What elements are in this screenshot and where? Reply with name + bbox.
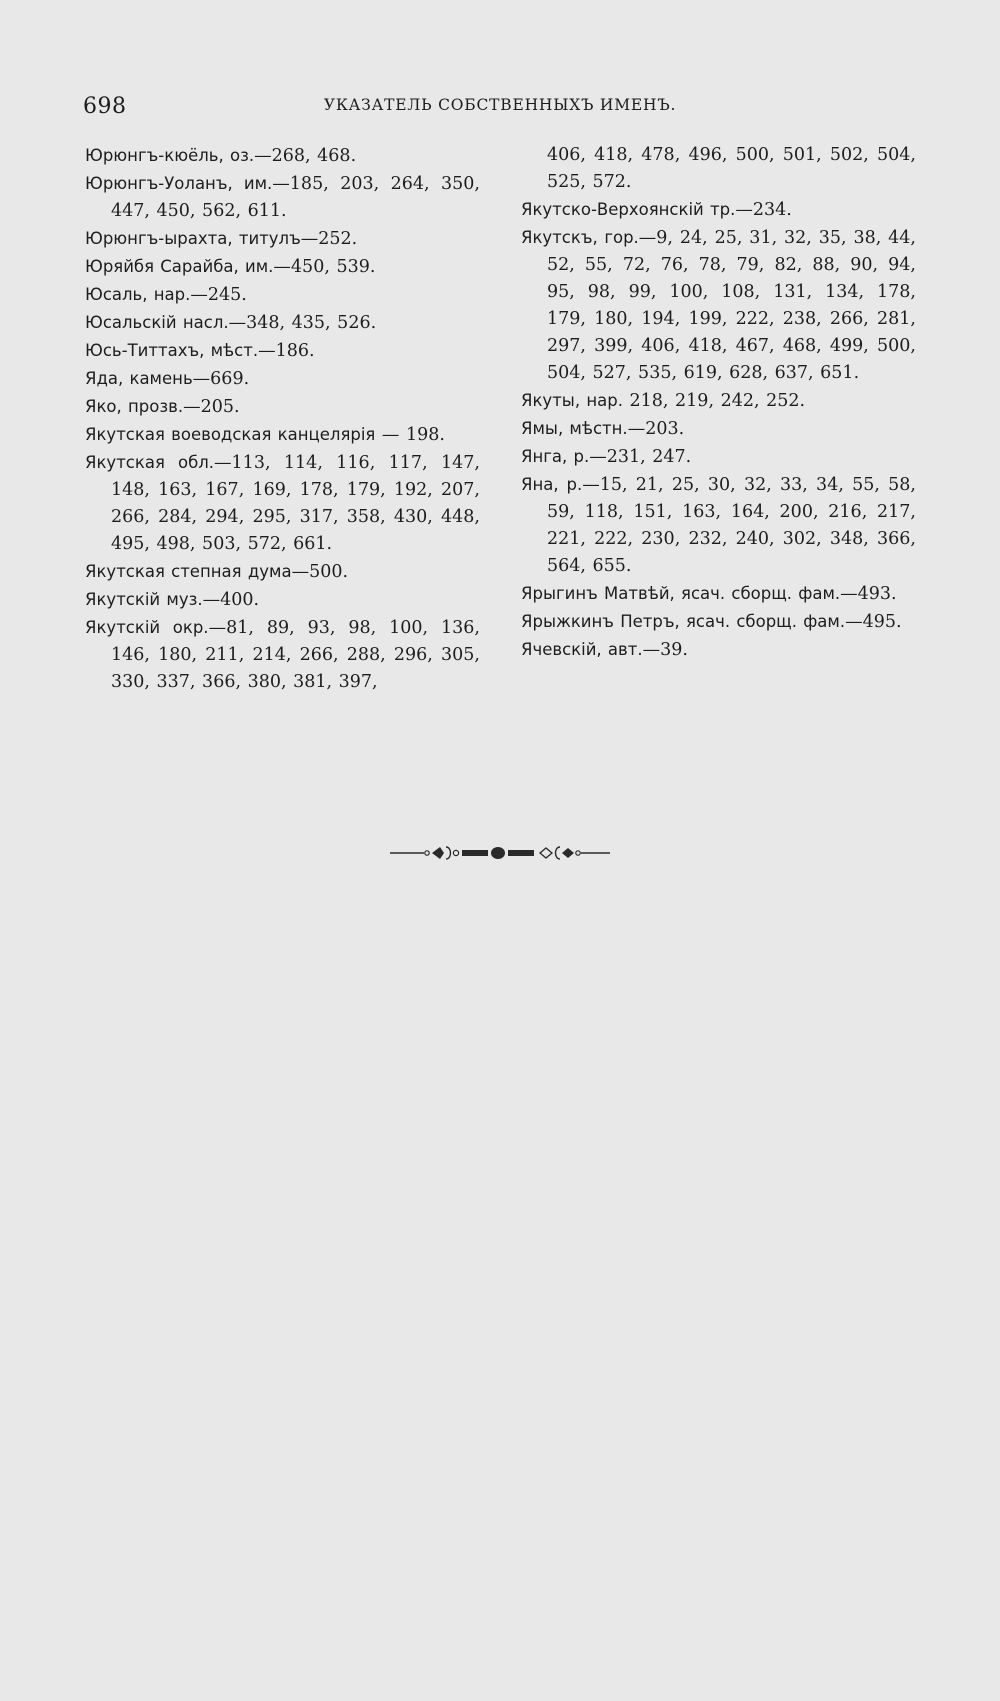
- index-entry: [85, 253, 480, 281]
- entry-headword: Яко, прозв.: [85, 397, 184, 416]
- entry-pages: —113, 114, 116, 117, 147, 148, 163, 167, 169, 178, 179, 192, 207, 266, 284, 294, 295, 317, 358, 430, 448, 495, 498, 503, 572, 661.: [111, 453, 480, 554]
- entry-headword: Якутская воеводская канцелярія: [85, 425, 376, 444]
- entry-pages: —268, 468.: [254, 146, 357, 166]
- entry-pages: —245.: [190, 285, 247, 305]
- running-title: УКАЗАТЕЛЬ СОБСТВЕННЫХЪ ИМЕНЪ.: [323, 96, 677, 114]
- entry-pages: 218, 219, 242, 252.: [622, 391, 806, 411]
- index-entry: [521, 224, 916, 387]
- entry-headword: Якутскій окр.: [85, 618, 209, 637]
- entry-headword: Якутскій муз.: [85, 590, 203, 609]
- entry-headword: Юряйбя Сарайба, им.: [85, 257, 274, 276]
- entry-pages: —185, 203, 264, 350, 447, 450, 562, 611.: [111, 174, 480, 221]
- index-entry: [85, 142, 480, 170]
- entry-headword: Янга, р.: [521, 447, 590, 466]
- index-entry: [85, 225, 480, 253]
- entry-headword: Ярыгинъ Матвѣй, ясач. сборщ. фам.: [521, 584, 841, 603]
- entry-headword: Якуты, нар.: [521, 391, 623, 410]
- entry-headword: Яна, р.: [521, 475, 583, 494]
- index-entry: [521, 471, 916, 580]
- entry-pages: —203.: [627, 419, 685, 439]
- entry-pages: —500.: [291, 562, 349, 582]
- entry-pages: —450, 539.: [273, 257, 376, 277]
- index-column-right: [521, 142, 916, 664]
- index-entry: [85, 449, 480, 558]
- entry-headword: Якутско-Верхоянскій тр.: [521, 200, 736, 219]
- entry-headword: Юрюнгъ-кюёль, оз.: [85, 146, 255, 165]
- entry-headword: Ямы, мѣстн.: [521, 419, 628, 438]
- index-entry: [521, 608, 916, 636]
- index-entry: [85, 309, 480, 337]
- entry-pages: —252.: [300, 229, 358, 249]
- entry-pages: —234.: [735, 200, 792, 220]
- index-entry: [521, 636, 916, 664]
- entry-pages: —81, 89, 93, 98, 100, 136, 146, 180, 211, 214, 266, 288, 296, 305, 330, 337, 366, 380, 381, 397,: [111, 618, 480, 692]
- index-entry: [521, 580, 916, 608]
- index-column-left: [85, 142, 480, 696]
- index-entry: [85, 365, 480, 393]
- entry-pages: —400.: [202, 590, 260, 610]
- entry-pages: —495.: [845, 612, 902, 632]
- entry-headword: Ярыжкинъ Петръ, ясач. сборщ. фам.: [521, 612, 846, 631]
- entry-headword: Юсальскій насл.: [85, 313, 229, 332]
- entry-pages: —186.: [258, 341, 315, 361]
- index-entry: [85, 337, 480, 365]
- entry-headword: Якутскъ, гор.: [521, 228, 639, 247]
- entry-pages: — 198.: [375, 425, 445, 445]
- entry-pages: —39.: [642, 640, 688, 660]
- entry-headword: Юсаль, нар.: [85, 285, 191, 304]
- entry-pages: —9, 24, 25, 31, 32, 35, 38, 44, 52, 55, 72, 76, 78, 79, 82, 88, 90, 94, 95, 98, 99, 100, 108, 131, 134, 178, 179, 180, 194, 199, 222, 238, 266, 281, 297, 399, 406, 418, 467, 468, 499, 500, 504, 527, 535, 619, 628, 637, 651.: [547, 228, 916, 383]
- entry-pages: —348, 435, 526.: [228, 313, 377, 333]
- index-entry: [85, 170, 480, 225]
- index-entry-continuation: 406, 418, 478, 496, 500, 501, 502, 504, 525, 572.: [547, 145, 916, 192]
- index-entry: [85, 421, 480, 449]
- entry-pages: —231, 247.: [589, 447, 692, 467]
- entry-headword: Якутская обл.: [85, 453, 215, 472]
- index-entry: [521, 443, 916, 471]
- index-entry: [85, 614, 480, 696]
- index-entry: [521, 387, 916, 415]
- index-entry: [85, 393, 480, 421]
- index-entry: [521, 415, 916, 443]
- entry-headword: Якутская степная дума: [85, 562, 292, 581]
- entry-headword: Юрюнгъ-Уоланъ, им.: [85, 174, 273, 193]
- ornament-divider-icon: [390, 842, 610, 864]
- entry-pages: —669.: [192, 369, 250, 389]
- entry-headword: Ячевскій, авт.: [521, 640, 643, 659]
- index-entry: [85, 281, 480, 309]
- page-number: 698: [83, 94, 127, 119]
- index-entry: [85, 558, 480, 586]
- entry-pages: —493.: [840, 584, 897, 604]
- entry-headword: Юрюнгъ-ырахта, титулъ: [85, 229, 301, 248]
- entry-pages: —15, 21, 25, 30, 32, 33, 34, 55, 58, 59, 118, 151, 163, 164, 200, 216, 217, 221, 222, 230, 232, 240, 302, 348, 366, 564, 655.: [547, 475, 916, 576]
- entry-pages: —205.: [183, 397, 240, 417]
- index-entry: [85, 586, 480, 614]
- entry-headword: Яда, камень: [85, 369, 193, 388]
- entry-headword: Юсь-Титтахъ, мѣст.: [85, 341, 259, 360]
- index-entry: [521, 196, 916, 224]
